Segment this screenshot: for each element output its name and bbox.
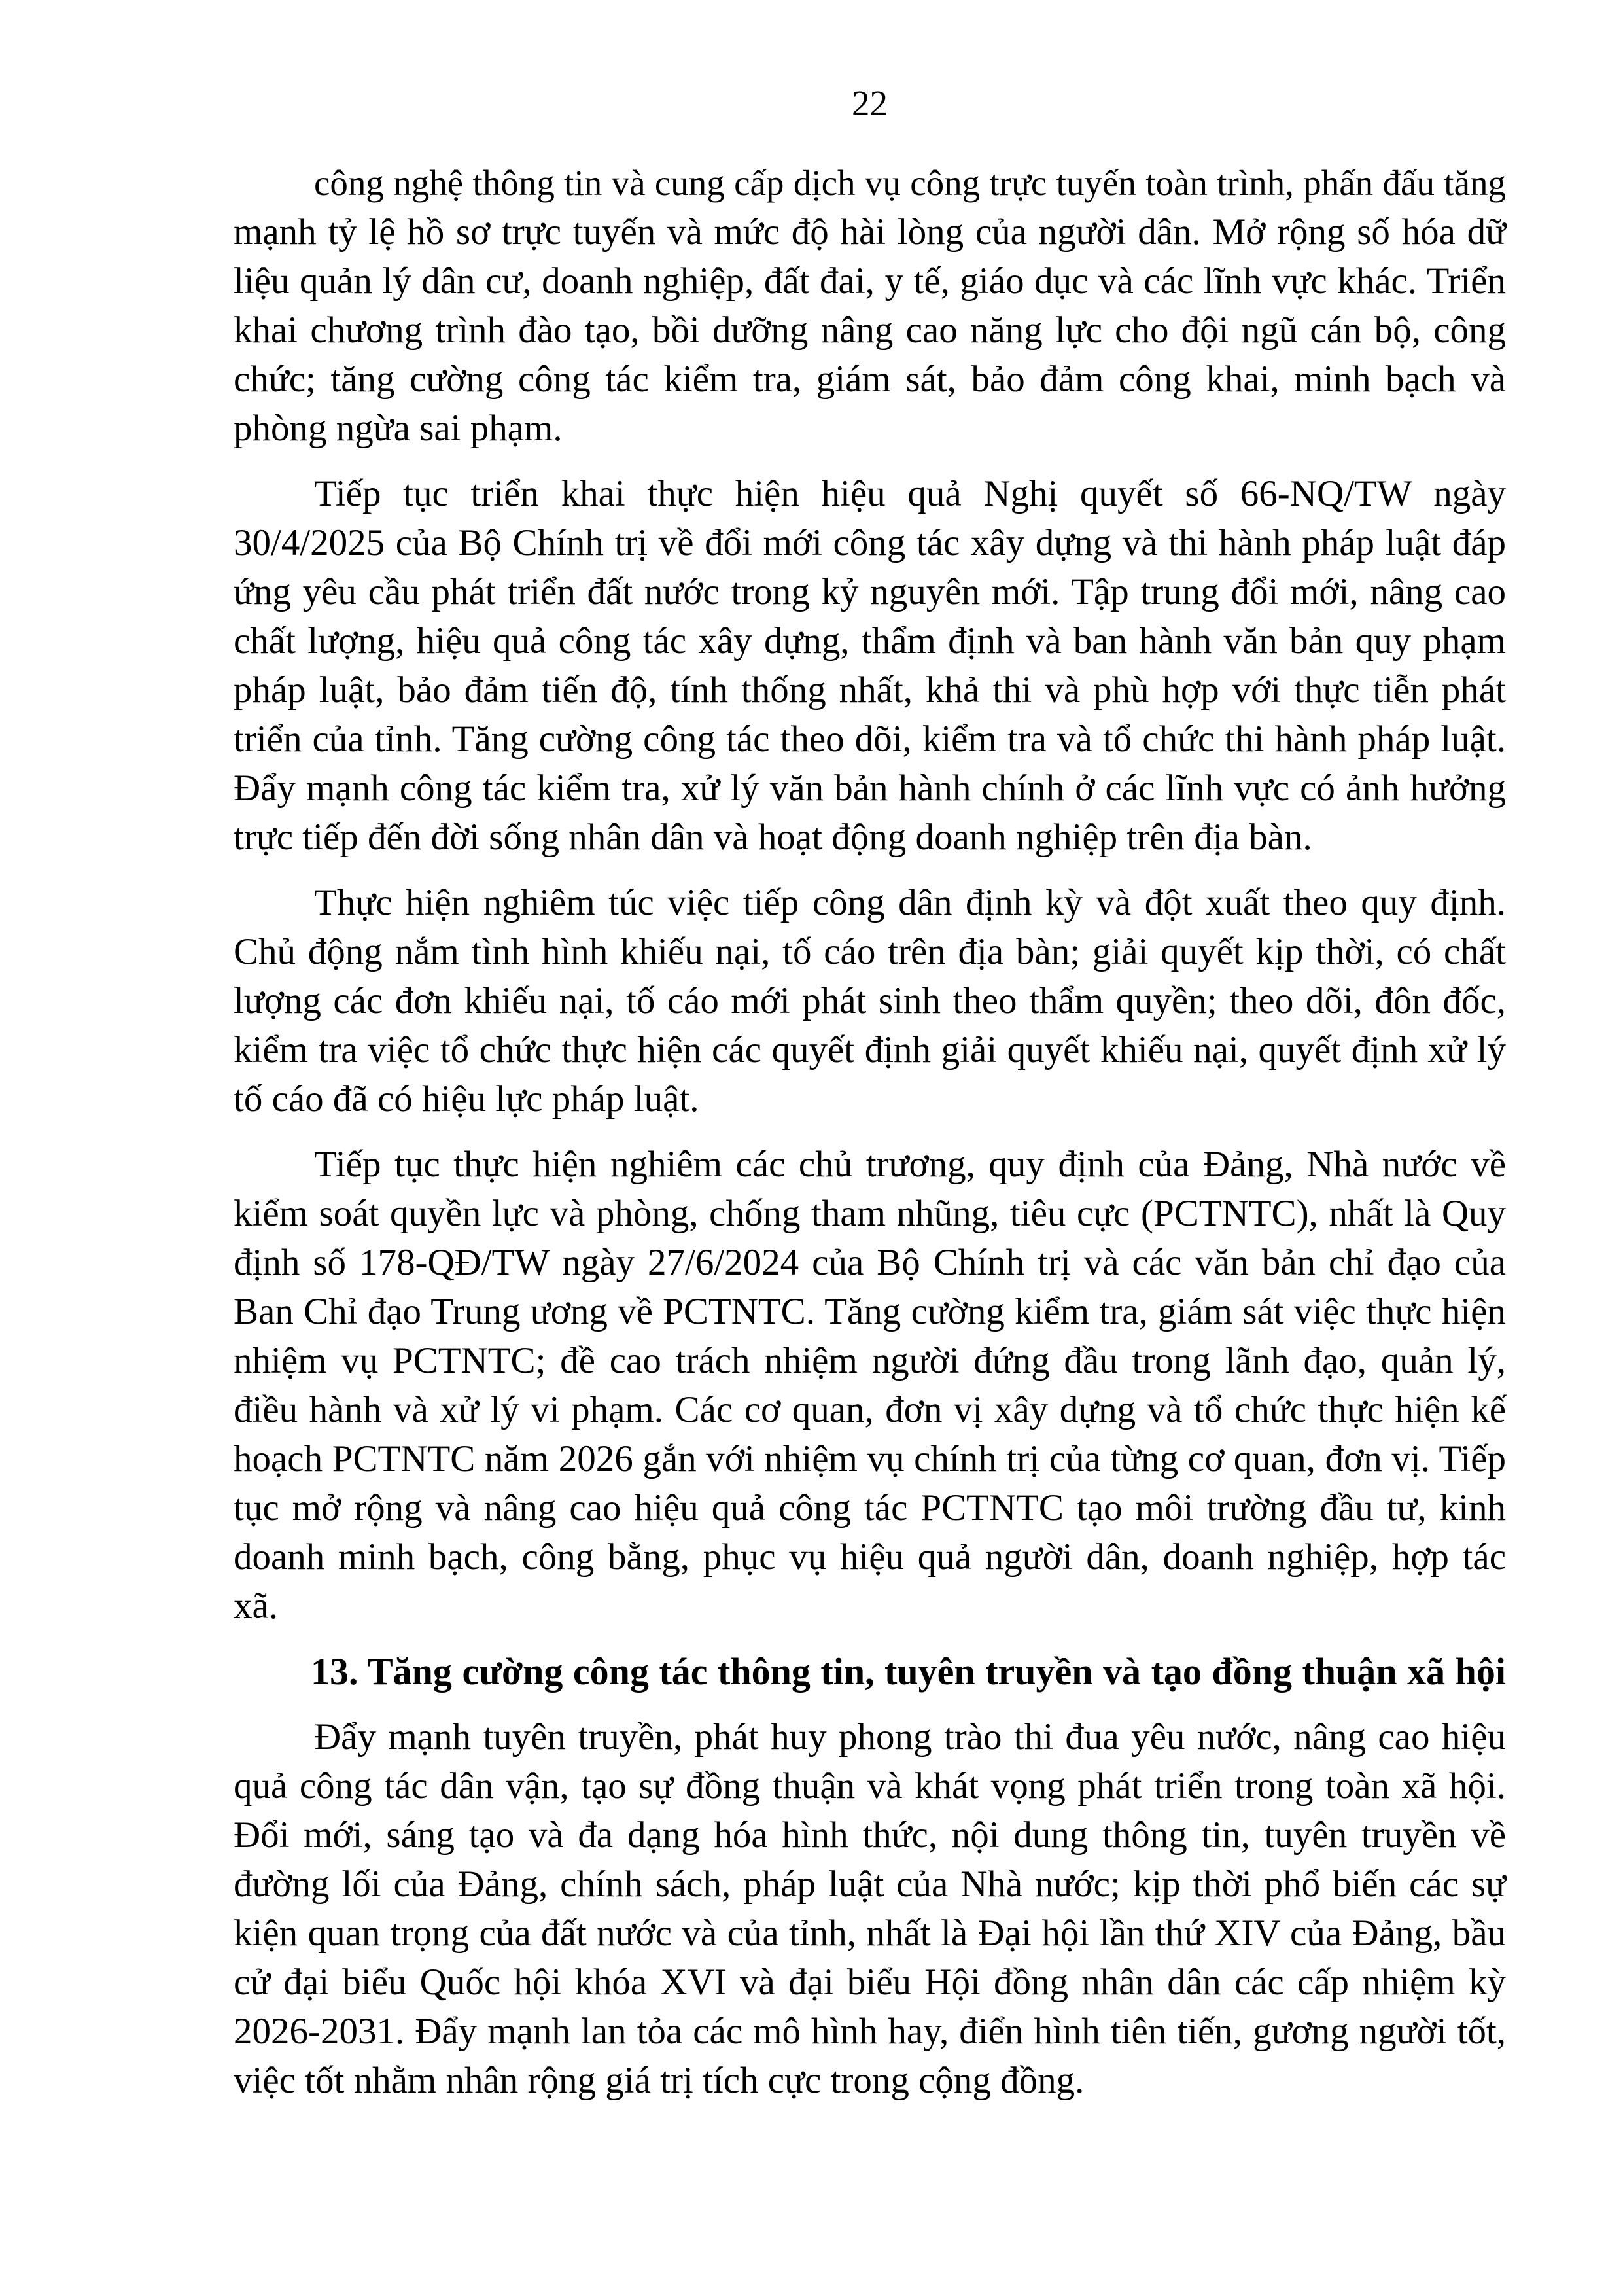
paragraph-line: 30/4/2025 của Bộ Chính trị về đổi mới công tác xây dựng và thi hành pháp luật đáp [234,522,1506,563]
paragraph-line: nhiệm vụ PCTNTC; đề cao trách nhiệm người đứng đầu trong lãnh đạo, quản lý, [234,1340,1506,1381]
paragraph-line: Tiếp tục thực hiện nghiêm các chủ trương, quy định của Đảng, Nhà nước về [314,1144,1506,1185]
paragraph [234,469,1506,862]
paragraph-line: doanh minh bạch, công bằng, phục vụ hiệu quả người dân, doanh nghiệp, hợp tác [234,1536,1506,1578]
paragraph-line: chức; tăng cường công tác kiểm tra, giám sát, bảo đảm công khai, minh bạch và [234,359,1506,400]
paragraph [234,1712,1506,2105]
paragraph-line: kiện quan trọng của đất nước và của tỉnh, nhất là Đại hội lần thứ XIV của Đảng, bầu [234,1913,1506,1954]
paragraph-line: quả công tác dân vận, tạo sự đồng thuận và khát vọng phát triển trong toàn xã hội. [234,1765,1506,1807]
paragraph-line: cử đại biểu Quốc hội khóa XVI và đại biểu Hội đồng nhân dân các cấp nhiệm kỳ [234,1962,1506,2003]
paragraph [234,1140,1506,1631]
paragraph-line: trực tiếp đến đời sống nhân dân và hoạt động doanh nghiệp trên địa bàn. [234,817,1312,858]
paragraph-line: triển của tỉnh. Tăng cường công tác theo dõi, kiểm tra và tổ chức thi hành pháp luật. [234,718,1506,760]
paragraph-line: mạnh tỷ lệ hồ sơ trực tuyến và mức độ hài lòng của người dân. Mở rộng số hóa dữ [234,211,1506,253]
paragraph-line: kiểm soát quyền lực và phòng, chống tham nhũng, tiêu cực (PCTNTC), nhất là Quy [234,1193,1506,1234]
paragraph-line: 2026-2031. Đẩy mạnh lan tỏa các mô hình hay, điển hình tiên tiến, gương người tốt, [234,2011,1506,2052]
paragraph-line: tố cáo đã có hiệu lực pháp luật. [234,1078,699,1120]
paragraph-line: Đổi mới, sáng tạo và đa dạng hóa hình thức, nội dung thông tin, tuyên truyền về [234,1814,1506,1856]
paragraph [234,878,1506,1123]
paragraph-line: lượng các đơn khiếu nại, tố cáo mới phát sinh theo thẩm quyền; theo dõi, đôn đốc, [234,980,1506,1021]
paragraphs-before-section [234,158,1506,1631]
paragraph-line: pháp luật, bảo đảm tiến độ, tính thống nhất, khả thi và phù hợp với thực tiễn phát [234,669,1506,711]
section-paragraphs [234,1712,1506,2105]
document-body [234,158,1506,2121]
paragraph-line: Đẩy mạnh công tác kiểm tra, xử lý văn bản hành chính ở các lĩnh vực có ảnh hưởng [234,768,1506,809]
paragraph-line: xã. [234,1585,279,1627]
paragraph [234,158,1506,453]
paragraph-line: điều hành và xử lý vi phạm. Các cơ quan, đơn vị xây dựng và tổ chức thực hiện kế [234,1389,1506,1430]
paragraph-line: Thực hiện nghiêm túc việc tiếp công dân định kỳ và đột xuất theo quy định. [314,882,1506,923]
section-heading: 13. Tăng cường công tác thông tin, tuyên truyền và tạo đồng thuận xã hội [311,1650,1506,1693]
paragraph-line: định số 178-QĐ/TW ngày 27/6/2024 của Bộ Chính trị và các văn bản chỉ đạo của [234,1242,1506,1283]
paragraph-line: công nghệ thông tin và cung cấp dịch vụ công trực tuyến toàn trình, phấn đấu tăng [314,163,1506,203]
paragraph-line: phòng ngừa sai phạm. [234,408,563,449]
paragraph-line: hoạch PCTNTC năm 2026 gắn với nhiệm vụ chính trị của từng cơ quan, đơn vị. Tiếp [234,1438,1506,1479]
paragraph-line: Chủ động nắm tình hình khiếu nại, tố cáo trên địa bàn; giải quyết kịp thời, có chất [234,931,1506,972]
paragraph-line: chất lượng, hiệu quả công tác xây dựng, thẩm định và ban hành văn bản quy phạm [234,620,1506,662]
page-number: 22 [852,83,888,123]
paragraph-line: khai chương trình đào tạo, bồi dưỡng nâng cao năng lực cho đội ngũ cán bộ, công [234,309,1506,351]
paragraph-line: đường lối của Đảng, chính sách, pháp luật của Nhà nước; kịp thời phổ biến các sự [234,1863,1506,1905]
paragraph-line: Ban Chỉ đạo Trung ương về PCTNTC. Tăng cường kiểm tra, giám sát việc thực hiện [234,1291,1506,1332]
paragraph-line: việc tốt nhằm nhân rộng giá trị tích cực trong cộng đồng. [234,2060,1085,2101]
paragraph-line: liệu quản lý dân cư, doanh nghiệp, đất đai, y tế, giáo dục và các lĩnh vực khác. Triển [234,260,1506,302]
paragraph-line: Tiếp tục triển khai thực hiện hiệu quả Nghị quyết số 66-NQ/TW ngày [314,473,1506,514]
paragraph-line: tục mở rộng và nâng cao hiệu quả công tác PCTNTC tạo môi trường đầu tư, kinh [234,1487,1506,1528]
paragraph-line: ứng yêu cầu phát triển đất nước trong kỷ nguyên mới. Tập trung đổi mới, nâng cao [234,571,1506,612]
paragraph-line: Đẩy mạnh tuyên truyền, phát huy phong trào thi đua yêu nước, nâng cao hiệu [314,1716,1506,1757]
paragraph-line: kiểm tra việc tổ chức thực hiện các quyết định giải quyết khiếu nại, quyết định xử lý [234,1029,1506,1070]
